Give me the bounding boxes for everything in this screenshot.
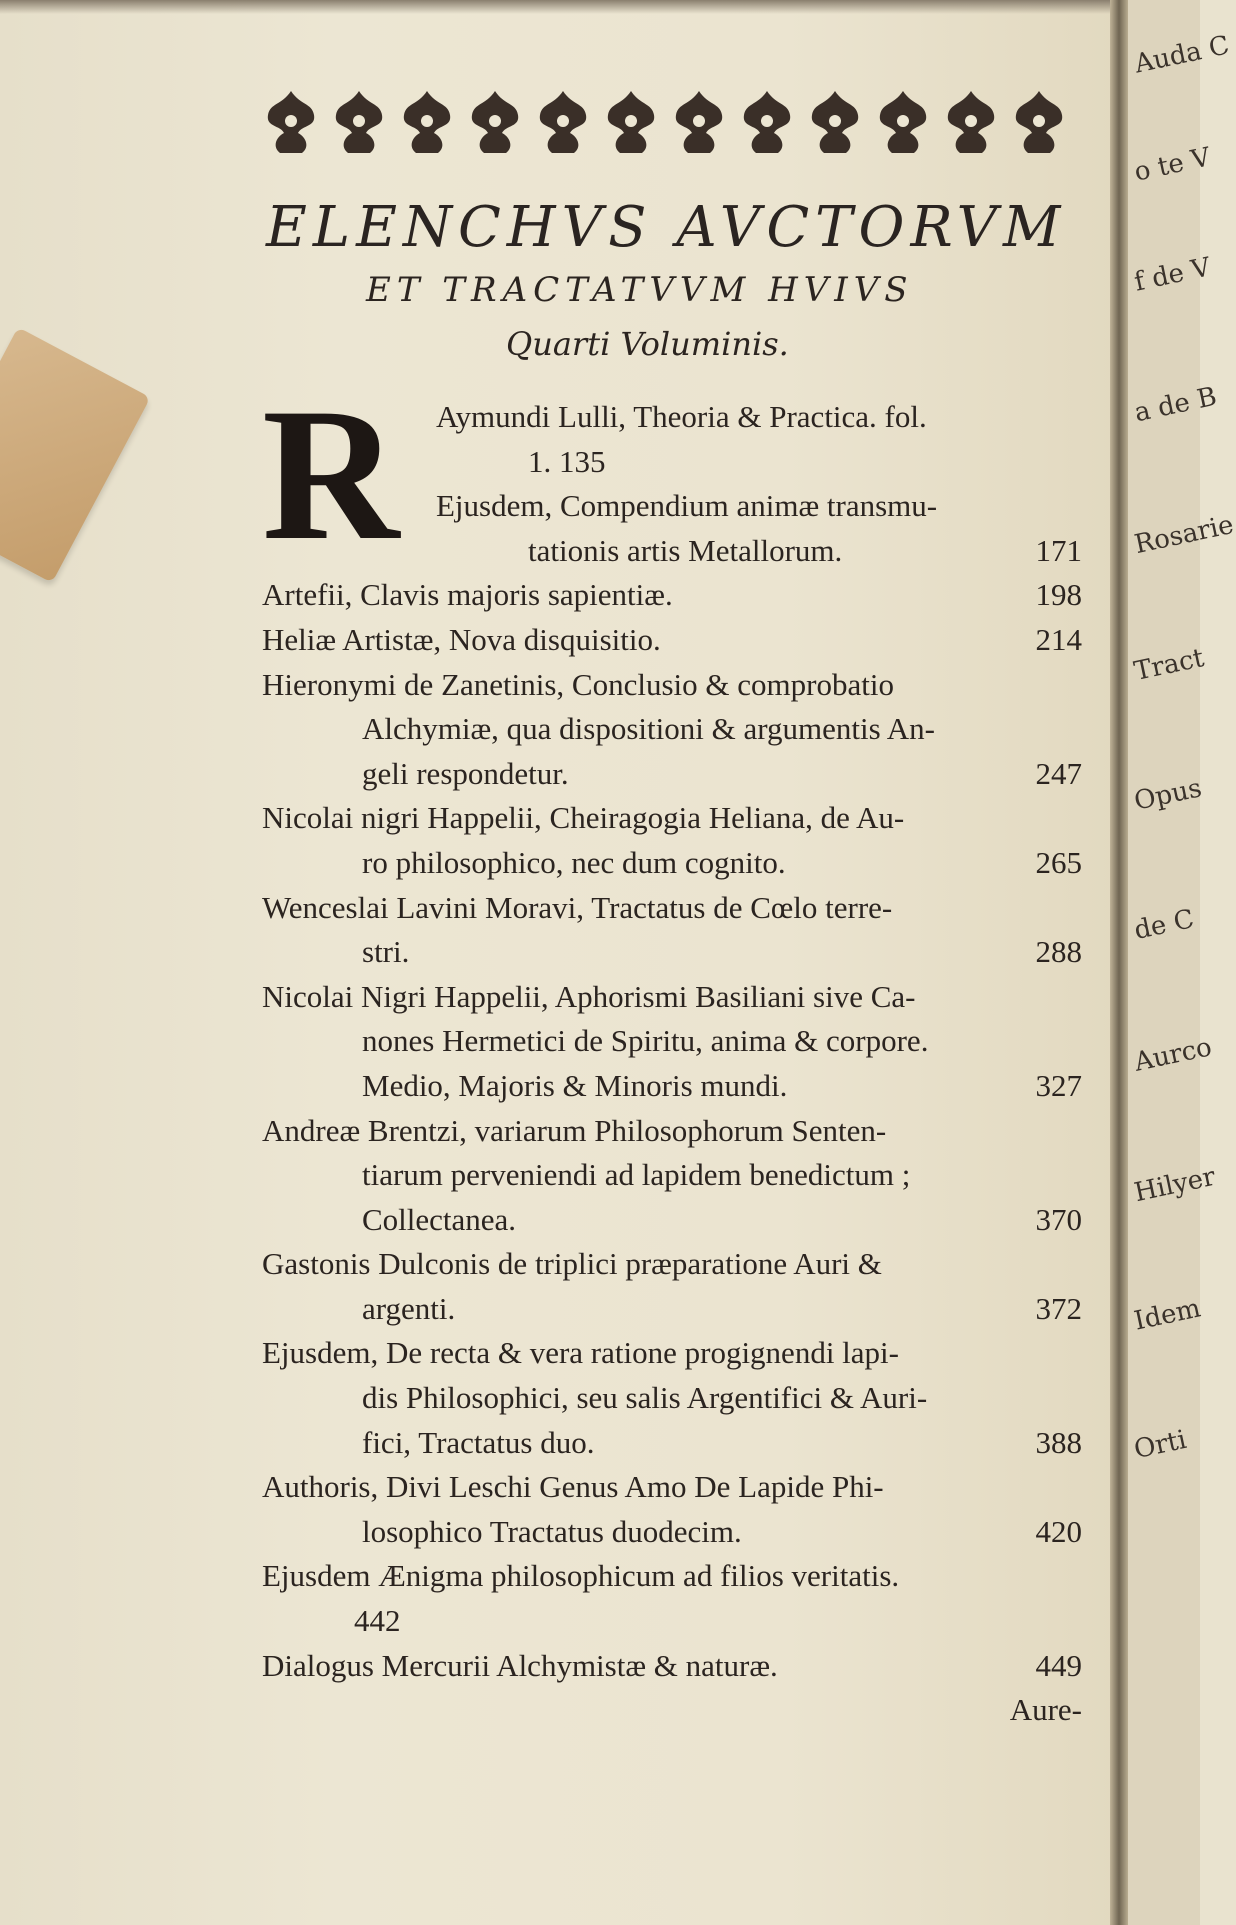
page-number: 420 (1035, 1513, 1082, 1549)
facing-text: Idem (1131, 1293, 1204, 1337)
facing-text: de C (1131, 904, 1197, 946)
page-number: 265 (1035, 844, 1082, 880)
fleuron-icon (602, 87, 660, 157)
list-item (262, 1644, 1082, 1689)
page-number: 247 (1035, 755, 1082, 791)
entry-line: Authoris, Divi Leschi Genus Amo De Lapide Phi- (262, 1469, 884, 1505)
list-item (262, 618, 1082, 663)
list-item (262, 975, 1082, 1109)
fleuron-icon (874, 87, 932, 157)
entry-line: fici, Tractatus duo. 388 (262, 1421, 1082, 1466)
list-item (262, 1242, 1082, 1331)
entry-line: Collectanea. 370 (262, 1198, 1082, 1243)
page-number: 214 (1035, 621, 1082, 657)
contents-list (262, 370, 1082, 1732)
entry-line: Andreæ Brentzi, variarum Philosophorum Senten- (262, 1112, 887, 1148)
list-item (262, 1465, 1082, 1554)
book-gutter (1110, 0, 1128, 1925)
list-item (262, 395, 1082, 484)
title-line-2: ET TRACTATVVM HVIVS (366, 270, 914, 310)
entry-line: dis Philosophici, seu salis Argentifici & Auri- (362, 1380, 928, 1416)
entry-line: tationis artis Metallorum. 171 (262, 529, 1082, 574)
entry-line: tiarum perveniendi ad lapidem benedictum ; (362, 1157, 911, 1193)
fleuron-icon (738, 87, 796, 157)
entry-line: Wenceslai Lavini Moravi, Tractatus de Cœlo terre- (262, 889, 893, 925)
fleuron-icon (806, 87, 864, 157)
facing-text: Auda C (1131, 30, 1232, 80)
entry-line: 1. 135 (528, 443, 606, 479)
entry-line: stri. 288 (262, 930, 1082, 975)
fleuron-icon (398, 87, 456, 157)
list-item (262, 573, 1082, 618)
entry-line: 442 (354, 1603, 401, 1639)
list-item (262, 1554, 1082, 1643)
entry-line: Hieronymi de Zanetinis, Conclusio & comprobatio (262, 666, 894, 702)
title-line-1: ELENCHVS AVCTORVM (266, 195, 1067, 260)
page-number: 288 (1035, 934, 1082, 970)
page-number: 372 (1035, 1290, 1082, 1326)
entry-line: Nicolai nigri Happelii, Cheiragogia Heliana, de Au- (262, 800, 905, 836)
facing-text: Hilyer (1131, 1161, 1219, 1209)
paper-tab (0, 327, 151, 583)
entry-line: losophico Tractatus duodecim. 420 (262, 1510, 1082, 1555)
facing-text: Rosarie (1131, 509, 1236, 561)
fleuron-icon (330, 87, 388, 157)
catchword: Aure- (1009, 1692, 1082, 1728)
page-number: 388 (1035, 1424, 1082, 1460)
page-number: 171 (1035, 532, 1082, 568)
drop-cap: R (262, 370, 400, 580)
entry-line: ro philosophico, nec dum cognito. 265 (262, 841, 1082, 886)
page-number: 370 (1035, 1201, 1082, 1237)
entry-line: Gastonis Dulconis de triplici præparatione Auri & (262, 1246, 882, 1282)
catchword-row (262, 1688, 1082, 1732)
list-item (262, 1331, 1082, 1465)
facing-page-edge (1128, 0, 1236, 1925)
entry-line: Medio, Majoris & Minoris mundi. 327 (262, 1064, 1082, 1109)
entry-line: Heliæ Artistæ, Nova disquisitio. 214 (262, 618, 1082, 663)
header-ornament-band (262, 82, 1068, 162)
page-top-shadow (0, 0, 1118, 14)
fleuron-icon (670, 87, 728, 157)
page-number: 327 (1035, 1067, 1082, 1103)
facing-text: o te V (1131, 142, 1214, 188)
list-item (262, 886, 1082, 975)
facing-text: Opus (1131, 773, 1205, 817)
page-number: 449 (1035, 1647, 1082, 1683)
facing-text: Tract (1131, 643, 1207, 687)
entry-line: nones Hermetici de Spiritu, anima & corpore. (362, 1023, 929, 1059)
list-item (262, 796, 1082, 885)
title-line-3: Quarti Voluminis. (506, 325, 789, 363)
entry-line: Nicolai Nigri Happelii, Aphorismi Basiliani sive Ca- (262, 978, 916, 1014)
list-item (262, 484, 1082, 573)
fleuron-icon (942, 87, 1000, 157)
fleuron-icon (262, 87, 320, 157)
facing-text: a de B (1131, 381, 1220, 429)
page-number: 198 (1035, 577, 1082, 613)
entry-line: argenti. 372 (262, 1287, 1082, 1332)
facing-text: Aurco (1131, 1032, 1215, 1078)
fleuron-icon (466, 87, 524, 157)
entry-line: Dialogus Mercurii Alchymistæ & naturæ. 449 (262, 1644, 1082, 1689)
facing-text: f de V (1131, 252, 1214, 298)
entry-line: Artefii, Clavis majoris sapientiæ. 198 (262, 573, 1082, 618)
entry-line: Aymundi Lulli, Theoria & Practica. fol. (436, 399, 927, 434)
entry-line: Alchymiæ, qua dispositioni & argumentis An- (362, 711, 935, 747)
entry-line: Ejusdem, Compendium animæ transmu- (436, 488, 938, 524)
list-item (262, 1109, 1082, 1243)
list-item (262, 663, 1082, 797)
entry-line: geli respondetur. 247 (262, 752, 1082, 797)
fleuron-icon (1010, 87, 1068, 157)
fleuron-icon (534, 87, 592, 157)
entry-line: Ejusdem, De recta & vera ratione progignendi lapi- (262, 1335, 899, 1371)
facing-text: Orti (1131, 1424, 1190, 1466)
entry-line: Ejusdem Ænigma philosophicum ad filios veritatis. (262, 1558, 900, 1594)
